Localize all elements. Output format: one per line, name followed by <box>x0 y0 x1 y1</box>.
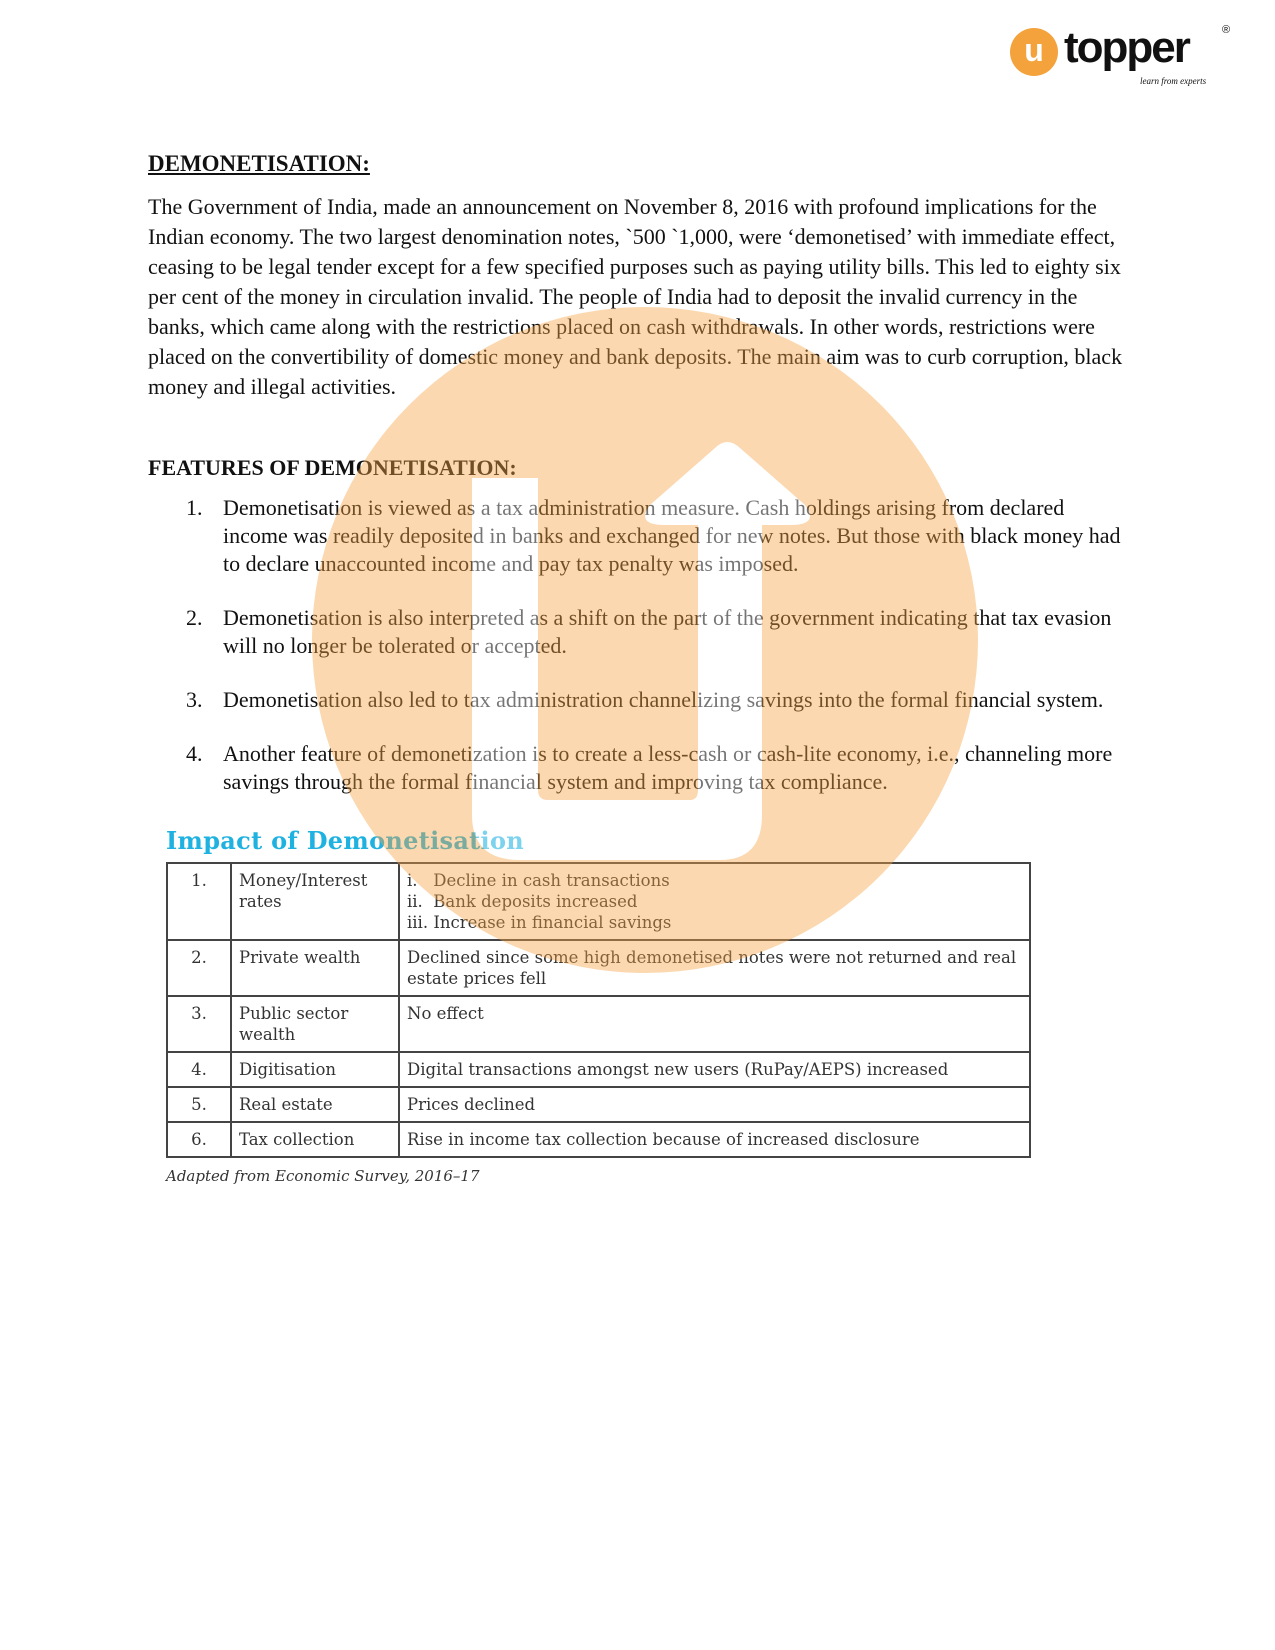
row-area: Money/Interest rates <box>231 863 399 940</box>
features-list <box>148 494 1123 796</box>
row-impact: Declined since some high demonetised notes were not returned and real estate prices fell <box>399 940 1030 996</box>
row-impact <box>399 863 1030 940</box>
list-item <box>148 494 1123 578</box>
impact-line: iii. Increase in financial savings <box>407 913 672 932</box>
row-number: 2. <box>167 940 231 996</box>
item-number: 2. <box>186 605 203 630</box>
list-item <box>148 686 1123 714</box>
item-number: 4. <box>186 741 203 766</box>
row-number: 3. <box>167 996 231 1052</box>
table-row <box>167 940 1030 996</box>
impact-table <box>166 862 1031 1158</box>
row-number: 1. <box>167 863 231 940</box>
row-area: Digitisation <box>231 1052 399 1087</box>
item-number: 1. <box>186 495 203 520</box>
page-title: DEMONETISATION: <box>148 151 370 176</box>
logo-tagline: learn from experts <box>1140 76 1207 86</box>
row-area: Real estate <box>231 1087 399 1122</box>
list-item <box>148 604 1123 660</box>
row-impact: No effect <box>399 996 1030 1052</box>
table-row <box>167 1087 1030 1122</box>
item-number: 3. <box>186 687 203 712</box>
topper-logo-icon: u <box>1010 28 1058 76</box>
row-number: 4. <box>167 1052 231 1087</box>
item-text: Another feature of demonetization is to create a less-cash or cash-lite economy, i.e., channeling more savings through the formal financial system and improving tax compliance. <box>223 741 1113 794</box>
row-area: Tax collection <box>231 1122 399 1157</box>
row-number: 5. <box>167 1087 231 1122</box>
table-row <box>167 863 1030 940</box>
row-area: Public sector wealth <box>231 996 399 1052</box>
row-area: Private wealth <box>231 940 399 996</box>
list-item <box>148 740 1123 796</box>
features-heading: FEATURES OF DEMONETISATION: <box>148 455 517 480</box>
item-text: Demonetisation is also interpreted as a shift on the part of the government indicating that tax evasion will no longer be tolerated or accepted. <box>223 605 1112 658</box>
table-row <box>167 1052 1030 1087</box>
registered-mark: ® <box>1222 24 1231 36</box>
impact-line: i. Decline in cash transactions <box>407 871 670 890</box>
item-text: Demonetisation is viewed as a tax administration measure. Cash holdings arising from declared income was readily deposited in banks and exchanged for new notes. But those with black money had to declare unaccounted income and pay tax penalty was imposed. <box>223 495 1121 576</box>
row-impact: Digital transactions amongst new users (RuPay/AEPS) increased <box>399 1052 1030 1087</box>
table-row <box>167 1122 1030 1157</box>
row-impact: Rise in income tax collection because of increased disclosure <box>399 1122 1030 1157</box>
row-impact: Prices declined <box>399 1087 1030 1122</box>
document-body <box>148 150 1123 1186</box>
topper-logo <box>1010 24 1240 94</box>
table-row <box>167 996 1030 1052</box>
table-title: Impact of Demonetisation <box>166 826 525 855</box>
logo-wordmark: topper <box>1064 23 1189 72</box>
impact-line: ii. Bank deposits increased <box>407 892 638 911</box>
table-caption: Adapted from Economic Survey, 2016–17 <box>166 1167 480 1185</box>
item-text: Demonetisation also led to tax administration channelizing savings into the formal financial system. <box>223 687 1104 712</box>
row-number: 6. <box>167 1122 231 1157</box>
intro-paragraph: The Government of India, made an announcement on November 8, 2016 with profound implications for the Indian economy. The two largest denomination notes, `500 `1,000, were ‘demonetised’ with immediate effect, ceasing to be legal tender except for a few specified purposes such as paying utility bills. This led to eighty six per cent of the money in circulation invalid. The people of India had to deposit the invalid currency in the banks, which came along with the restrictions placed on cash withdrawals. In other words, restrictions were placed on the convertibility of domestic money and bank deposits. The main aim was to curb corruption, black money and illegal activities. <box>148 194 1123 399</box>
